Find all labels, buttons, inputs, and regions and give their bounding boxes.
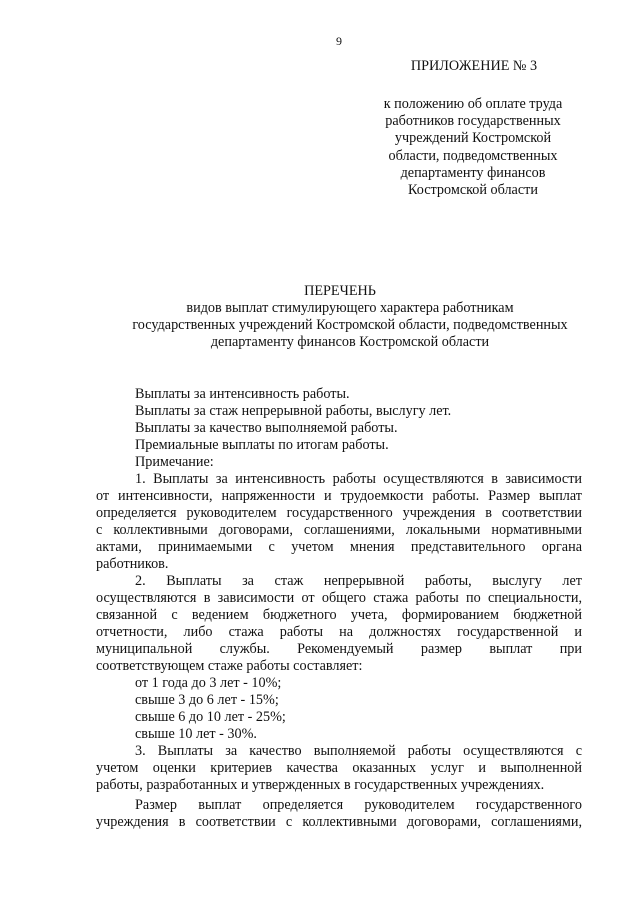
rate-item: от 1 года до 3 лет - 10%;: [135, 675, 282, 691]
note3-line: 3. Выплаты за качество выполняемой работы осуществляются с: [135, 743, 582, 759]
appendix-line: области, подведомственных: [388, 148, 558, 164]
note1-line: актами, принимаемыми с учетом мнения представительного органа: [96, 539, 582, 555]
note1-line: от интенсивности, напряженности и трудоемкости работы. Размер выплат: [96, 488, 582, 504]
note3-line: учетом оценки критериев качества оказанных услуг и выполненной: [96, 760, 582, 776]
appendix-line: департаменту финансов: [400, 165, 546, 181]
note2-line: соответствующем стаже работы составляет:: [96, 658, 363, 674]
appendix-line: Костромской области: [408, 182, 538, 198]
document-heading: ПЕРЕЧЕНЬ: [304, 283, 376, 299]
note2-line: 2. Выплаты за стаж непрерывной работы, выслугу лет: [135, 573, 582, 589]
heading-line: государственных учреждений Костромской области, подведомственных: [132, 317, 568, 333]
note3-line: работы, разработанных и утвержденных в государственных учреждениях.: [96, 777, 545, 793]
note1-line: определяется руководителем государственного учреждения в соответствии: [96, 505, 582, 521]
note1-line: с коллективными договорами, соглашениями, локальными нормативными: [96, 522, 582, 538]
page-number: 9: [336, 34, 342, 48]
appendix-line: учреждений Костромской: [394, 130, 552, 146]
appendix-title: ПРИЛОЖЕНИЕ № 3: [410, 58, 538, 74]
note1-line: работников.: [96, 556, 169, 572]
list-item: Выплаты за стаж непрерывной работы, выслугу лет.: [135, 403, 452, 419]
note-label: Примечание:: [135, 454, 214, 470]
note1-line: 1. Выплаты за интенсивность работы осуществляются в зависимости: [135, 471, 582, 487]
note2-line: муниципальной службы. Рекомендуемый размер выплат при: [96, 641, 582, 657]
note2-line: осуществляются в зависимости от общего стажа работы по специальности,: [96, 590, 582, 606]
rate-item: свыше 6 до 10 лет - 25%;: [135, 709, 286, 725]
rate-item: свыше 10 лет - 30%.: [135, 726, 257, 742]
appendix-line: работников государственных: [385, 113, 561, 129]
appendix-line: к положению об оплате труда: [383, 96, 563, 112]
rate-item: свыше 3 до 6 лет - 15%;: [135, 692, 279, 708]
note2-line: отчетности, либо стажа работы на должностях государственной и: [96, 624, 582, 640]
note2-line: связанной с ведением бюджетного учета, формированием бюджетной: [96, 607, 582, 623]
paragraph-line: Размер выплат определяется руководителем государственного: [135, 797, 582, 813]
heading-line: видов выплат стимулирующего характера работникам: [186, 300, 514, 316]
list-item: Выплаты за интенсивность работы.: [135, 386, 350, 402]
heading-line: департаменту финансов Костромской области: [210, 334, 490, 350]
list-item: Премиальные выплаты по итогам работы.: [135, 437, 389, 453]
paragraph-line: учреждения в соответствии с коллективными договорами, соглашениями,: [96, 814, 582, 830]
list-item: Выплаты за качество выполняемой работы.: [135, 420, 398, 436]
